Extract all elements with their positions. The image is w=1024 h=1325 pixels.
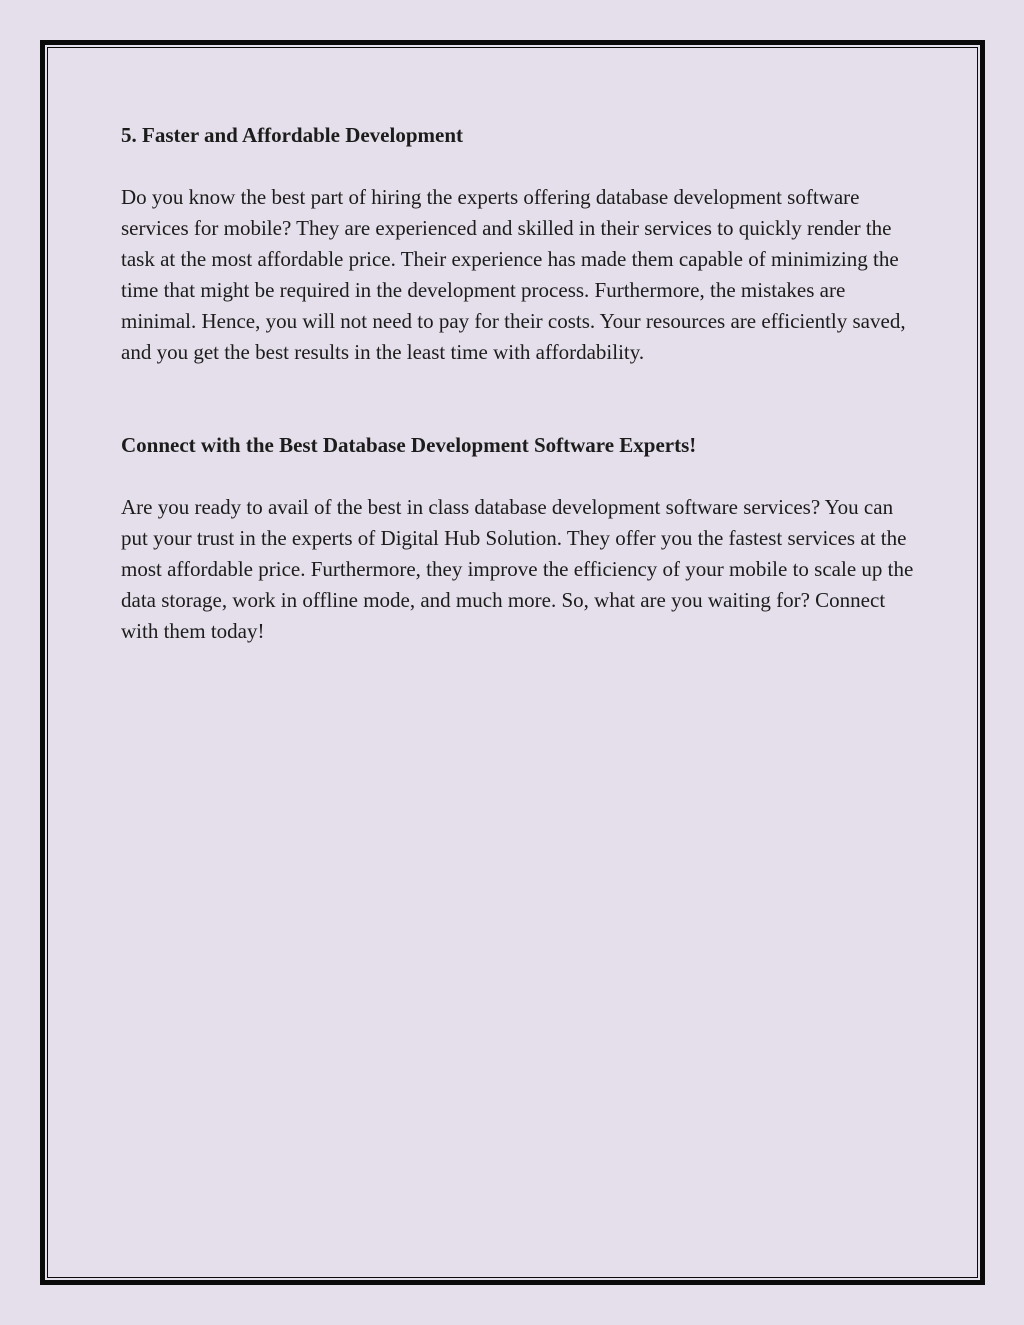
section-heading-faster-affordable: 5. Faster and Affordable Development — [121, 123, 463, 147]
section-heading-connect: Connect with the Best Database Development Software Experts! — [121, 433, 697, 457]
section-paragraph-connect: Are you ready to avail of the best in class database development software services? You can put your trust in the experts of Digital Hub Solution. They offer you the fastest services at the most affordable price. Furthermore, they improve the efficiency of your mobile to scale up the data storage, work in offline mode, and much more. So, what are you waiting for? Connect with them today! — [121, 495, 914, 643]
document-content — [121, 120, 921, 647]
section-paragraph-faster-affordable: Do you know the best part of hiring the experts offering database development software services for mobile? They are experienced and skilled in their services to quickly render the task at the most affordable price. Their experience has made them capable of minimizing the time that might be required in the development process. Furthermore, the mistakes are minimal. Hence, you will not need to pay for their costs. Your resources are efficiently saved, and you get the best results in the least time with affordability. — [121, 185, 906, 364]
